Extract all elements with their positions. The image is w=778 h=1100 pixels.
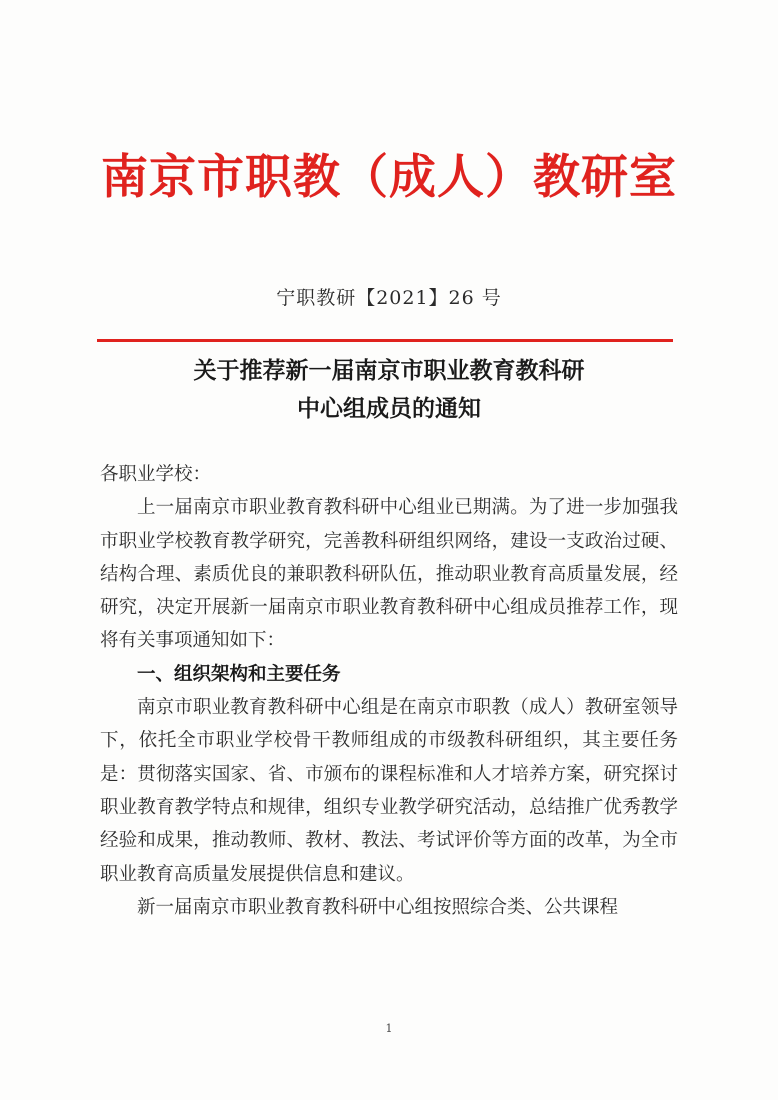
title-line-2: 中心组成员的通知 [297, 395, 481, 422]
salutation: 各职业学校： [100, 464, 212, 485]
document-number: 宁职教研【2021】26 号 [276, 287, 502, 309]
paragraph-structure: 新一届南京市职业教育教科研中心组按照综合类、公共课程 [137, 896, 619, 918]
page-number: 1 [385, 1022, 393, 1035]
header-divider [97, 339, 673, 342]
paragraph-intro: 上一届南京市职业教育教科研中心组业已期满。为了进一步加强我市职业学校教育教学研究，完善教科研组织网络，建设一支政治过硬、结构合理、素质优良的兼职教科研队伍，推动职业教育高质量发展，经研究，决定开展新一届南京市职业教育教科研中心组成员推荐工作，现将有关事项通知如下： [100, 497, 678, 652]
section-heading-1: 一、组织架构和主要任务 [137, 663, 341, 685]
organization-header: 南京市职教（成人）教研室 [101, 150, 677, 205]
document-body [100, 458, 678, 924]
title-line-1: 关于推荐新一届南京市职业教育教科研 [193, 357, 585, 384]
paragraph-organization: 南京市职业教育教科研中心组是在南京市职教（成人）教研室领导下，依托全市职业学校骨干教师组成的市级教科研组织，其主要任务是：贯彻落实国家、省、市颁布的课程标准和人才培养方案，研究探讨职业教育教学特点和规律，组织专业教学研究活动，总结推广优秀教学经验和成果，推动教师、教材、教法、考试评价等方面的改革，为全市职业教育高质量发展提供信息和建议。 [100, 697, 678, 885]
document-title [0, 352, 778, 428]
